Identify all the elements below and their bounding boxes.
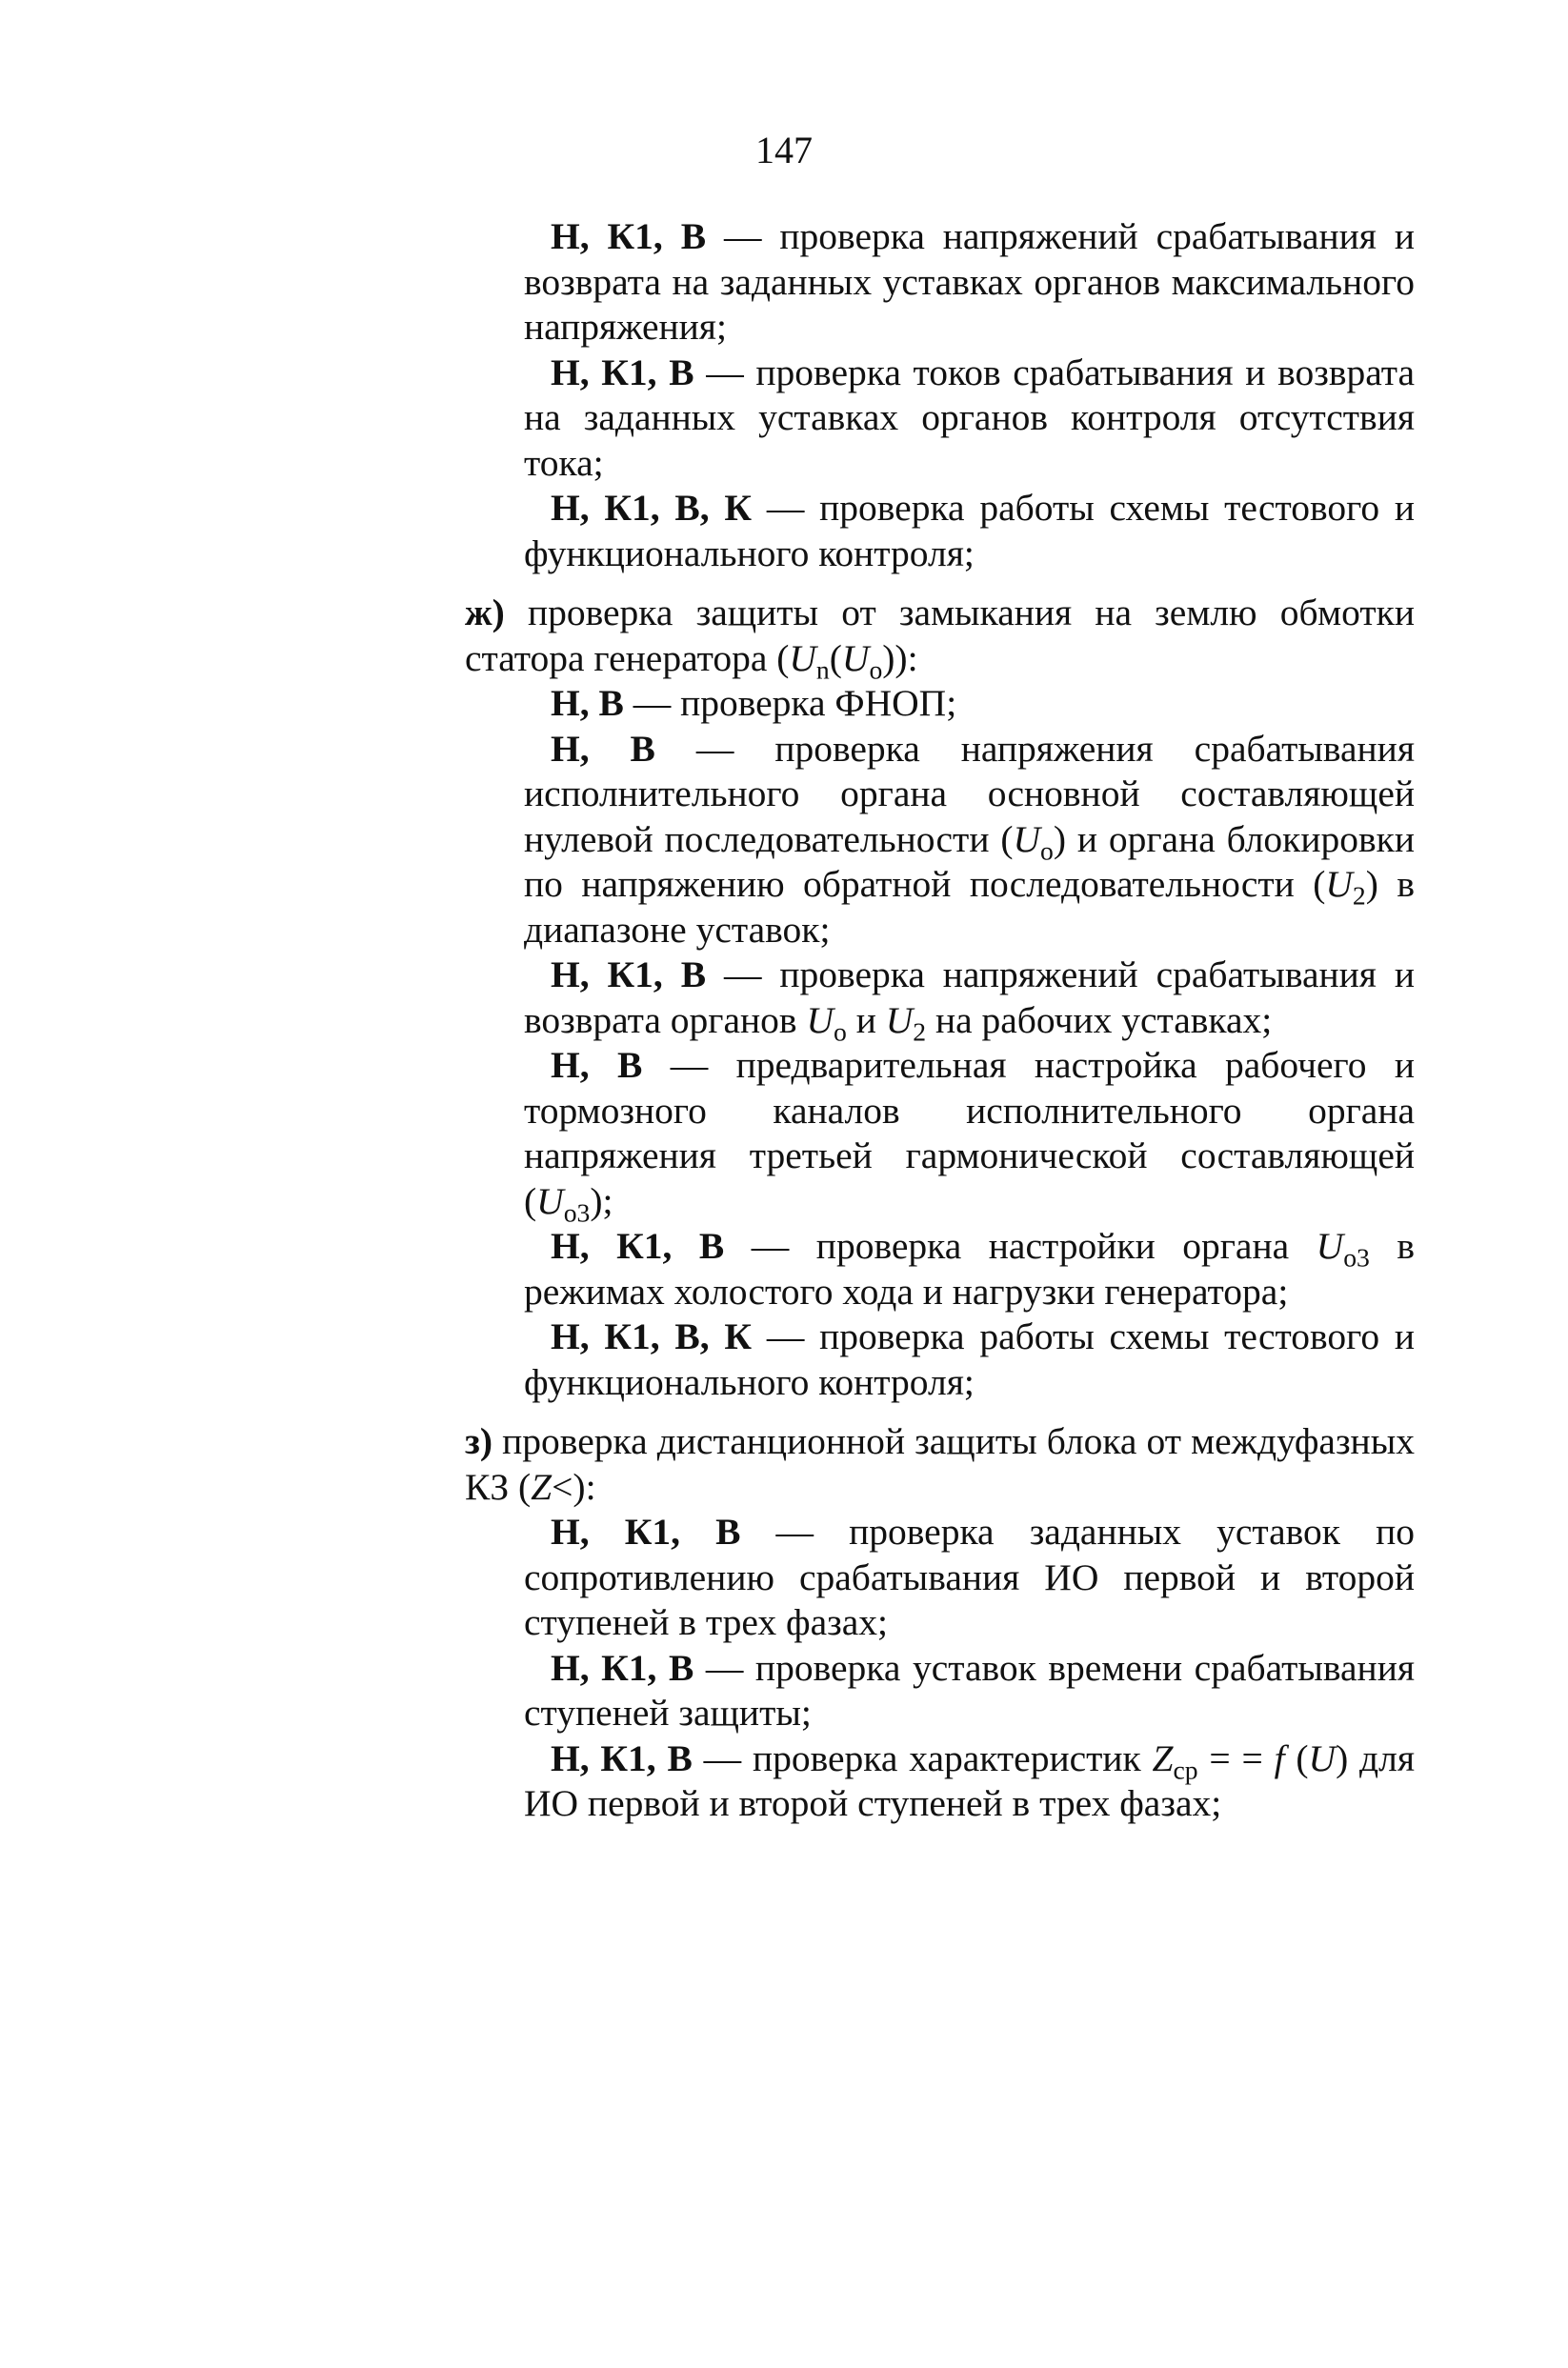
paragraph-label: Н, К1, В xyxy=(551,1736,693,1779)
subscript: 2 xyxy=(1352,880,1366,911)
paragraph-zh-2 xyxy=(524,727,1415,953)
symbol: Z xyxy=(1152,1736,1174,1779)
paragraph-text: ( xyxy=(1284,1736,1309,1779)
paragraph-text: — предварительная настройка рабочего и тормозного каналов исполнительного органа напряжения третьей гармонической составляющей ( xyxy=(524,1044,1415,1222)
symbol: U xyxy=(789,636,816,679)
paragraph-text: ) в диапазоне уставок; xyxy=(524,863,1415,951)
heading-text: проверка защиты от замыкания на землю обмотки статора генератора ( xyxy=(465,592,1415,679)
subscript: о3 xyxy=(1343,1242,1370,1273)
paragraph-label: Н, В xyxy=(551,1044,643,1086)
paragraph-zh-1 xyxy=(524,681,1415,727)
symbol: U xyxy=(885,998,914,1041)
heading-text: проверка дистанционной защиты блока от междуфазных КЗ ( xyxy=(465,1420,1415,1508)
page-number: 147 xyxy=(755,129,813,171)
paragraph-text: — проверка напряжений срабатывания и возврата органов xyxy=(524,953,1415,1041)
paragraph-label: Н, К1, В, К xyxy=(551,487,753,529)
paragraph-e-2 xyxy=(524,351,1415,487)
paragraph-text: — проверка заданных уставок по сопротивлению срабатывания ИО первой и второй ступеней в трех фазах; xyxy=(524,1511,1415,1643)
paragraph-label: Н, В xyxy=(551,682,624,724)
paragraph-text: ); xyxy=(590,1179,613,1222)
paragraph-text: — проверка напряжений срабатывания и возврата на заданных уставках органов максимального напряжения; xyxy=(524,215,1415,348)
symbol: U xyxy=(536,1179,564,1222)
heading-text: )): xyxy=(882,636,918,679)
item-z xyxy=(465,1419,1416,1827)
paragraph-text: на рабочих уставках; xyxy=(926,998,1273,1041)
paragraph-label: Н, К1, В, К xyxy=(551,1315,753,1357)
paragraph-zh-3 xyxy=(524,953,1415,1046)
subscript: 2 xyxy=(913,1015,927,1046)
symbol: U xyxy=(806,998,834,1041)
item-letter: з) xyxy=(465,1420,493,1462)
paragraph-z-2 xyxy=(524,1646,1415,1736)
paragraph-text: — проверка токов срабатывания и возврата на заданных уставках органов контроля отсутствия тока; xyxy=(524,351,1416,484)
paragraph-text: — проверка уставок времени срабатывания ступеней защиты; xyxy=(524,1646,1415,1734)
subscript: n xyxy=(815,653,830,684)
paragraph-zh-6 xyxy=(524,1314,1415,1405)
paragraph-text: ) для ИО первой и второй ступеней в трех фазах; xyxy=(524,1736,1416,1824)
paragraph-label: Н, К1, В xyxy=(551,1511,741,1553)
item-zh-heading xyxy=(465,591,1415,684)
paragraph-zh-5 xyxy=(524,1224,1415,1314)
paragraph-label: Н, К1, В xyxy=(551,1646,694,1689)
item-letter: ж) xyxy=(465,592,505,633)
paragraph-e-1 xyxy=(524,214,1415,351)
paragraph-z-1 xyxy=(524,1510,1415,1646)
subscript: ср xyxy=(1173,1754,1198,1784)
paragraph-text: — проверка ФНОП; xyxy=(623,682,957,724)
symbol: U xyxy=(1013,817,1041,860)
paragraph-z-3 xyxy=(524,1736,1415,1827)
subscript: о xyxy=(1040,834,1054,865)
symbol: Z xyxy=(531,1465,553,1508)
item-z-heading xyxy=(465,1419,1415,1510)
paragraph-text: — проверка характеристик xyxy=(692,1736,1153,1779)
heading-text: <): xyxy=(552,1465,596,1508)
symbol: U xyxy=(1325,863,1353,905)
paragraph-label: Н, К1, В xyxy=(551,1225,725,1267)
paragraph-text: — проверка настройки органа xyxy=(724,1225,1317,1267)
paragraph-label: Н, К1, В xyxy=(551,215,707,257)
item-zh xyxy=(465,591,1415,1405)
paragraph-label: Н, К1, В xyxy=(551,351,694,393)
paragraph-text: — проверка напряжения срабатывания исполнительного органа основной составляющей нулевой последовательности ( xyxy=(524,727,1415,860)
paragraph-text: — проверка работы схемы тестового и функционального контроля; xyxy=(524,1315,1415,1403)
symbol: U xyxy=(841,636,870,679)
page-body xyxy=(465,214,1416,1827)
symbol: U xyxy=(1308,1736,1337,1779)
heading-text: ( xyxy=(829,636,842,679)
paragraph-text: в режимах холостого хода и нагрузки генератора; xyxy=(524,1225,1415,1313)
subscript: о xyxy=(833,1015,847,1046)
subscript: о3 xyxy=(563,1196,591,1227)
paragraph-text: и xyxy=(846,998,886,1041)
paragraph-text: ) и органа блокировки по напряжению обратной последовательности ( xyxy=(524,817,1415,905)
paragraph-zh-4 xyxy=(524,1043,1415,1227)
paragraph-text: — проверка работы схемы тестового и функционального контроля; xyxy=(524,487,1415,574)
symbol: U xyxy=(1316,1225,1344,1267)
paragraph-label: Н, К1, В xyxy=(551,953,707,995)
subscript: o xyxy=(869,653,883,684)
paragraph-e-3 xyxy=(524,486,1415,576)
paragraph-label: Н, В xyxy=(551,727,655,770)
symbol: f xyxy=(1274,1736,1285,1779)
paragraph-text: = = xyxy=(1197,1736,1275,1779)
